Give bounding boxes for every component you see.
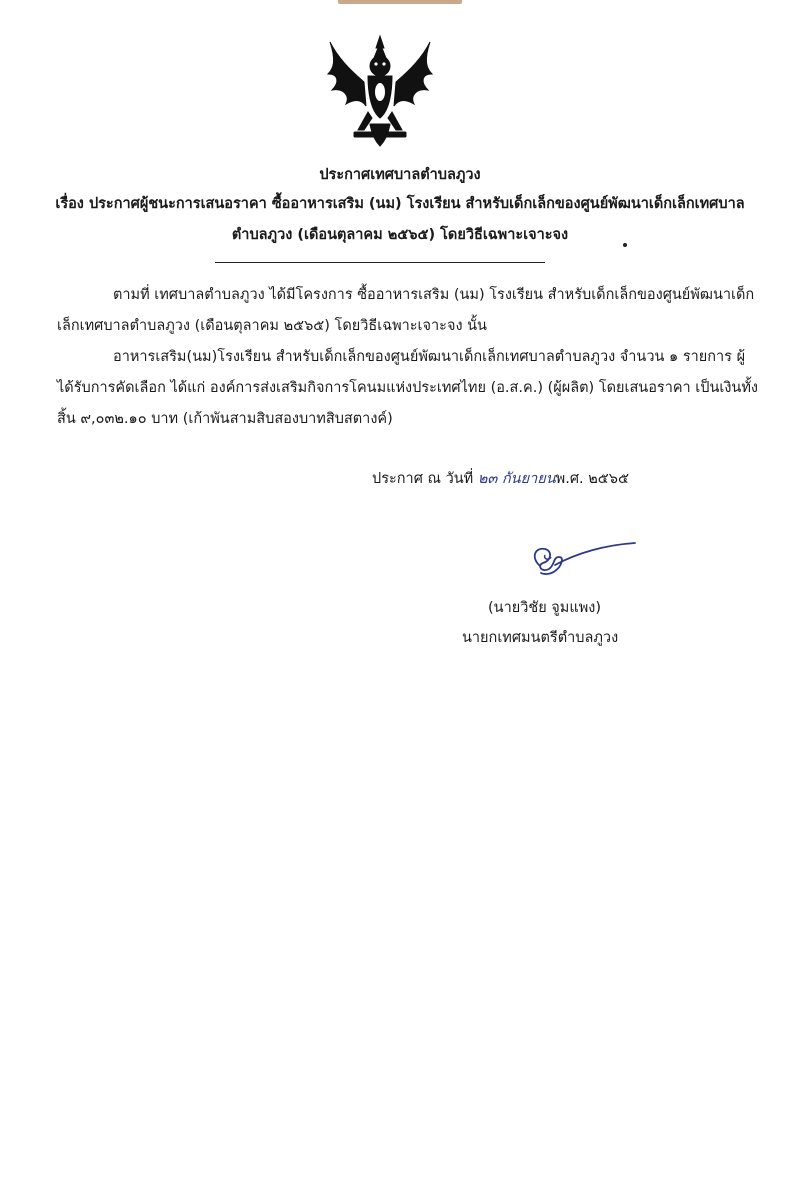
body-paragraph-1-line-2: เล็กเทศบาลตำบลภูวง (เดือนตุลาคม ๒๕๖๕) โดยวิธีเฉพาะเจาะจง นั้น	[57, 318, 487, 334]
announcement-year: พ.ศ. ๒๕๖๕	[555, 471, 629, 487]
announcement-prefix: ประกาศ ณ วันที่	[372, 471, 474, 487]
page-edge-mark	[338, 0, 462, 4]
ink-dot	[623, 243, 627, 247]
handwritten-signature	[525, 535, 640, 580]
announcement-date	[372, 469, 629, 489]
signatory-name: (นายวิชัย จูมแพง)	[488, 600, 601, 616]
garuda-emblem-icon	[320, 30, 440, 150]
body-paragraph-2-line-2: ได้รับการคัดเลือก ได้แก่ องค์การส่งเสริมกิจการโคนมแห่งประเทศไทย (อ.ส.ค.) (ผู้ผลิต) โดยเสนอราคา เป็นเงินทั้ง	[57, 380, 758, 396]
body-paragraph-2-line-1: อาหารเสริม(นม)โรงเรียน สำหรับเด็กเล็กของศูนย์พัฒนาเด็กเล็กเทศบาลตำบลภูวง จำนวน ๑ รายการ ผู้	[113, 349, 746, 365]
body-paragraph-2-line-3: สิ้น ๙,๐๓๒.๑๐ บาท (เก้าพันสามสิบสองบาทสิบสตางค์)	[57, 411, 393, 427]
header-divider	[215, 262, 545, 263]
signatory-title: นายกเทศมนตรีตำบลภูวง	[462, 630, 619, 646]
body-paragraph-1-line-1: ตามที่ เทศบาลตำบลภูวง ได้มีโครงการ ซื้ออาหารเสริม (นม) โรงเรียน สำหรับเด็กเล็กของศูนย์พัฒนาเด็ก	[113, 287, 755, 303]
document-organization-heading: ประกาศเทศบาลตำบลภูวง	[319, 167, 481, 183]
announcement-month: กันยายน	[501, 471, 556, 487]
document-subject-line-1: เรื่อง ประกาศผู้ชนะการเสนอราคา ซื้ออาหารเสริม (นม) โรงเรียน สำหรับเด็กเล็กของศูนย์พัฒนาเด็กเล็กเทศบาล	[55, 196, 745, 212]
document-subject-line-2: ตำบลภูวง (เดือนตุลาคม ๒๕๖๕) โดยวิธีเฉพาะเจาะจง	[231, 227, 569, 243]
announcement-day: ๒๓	[477, 471, 498, 487]
